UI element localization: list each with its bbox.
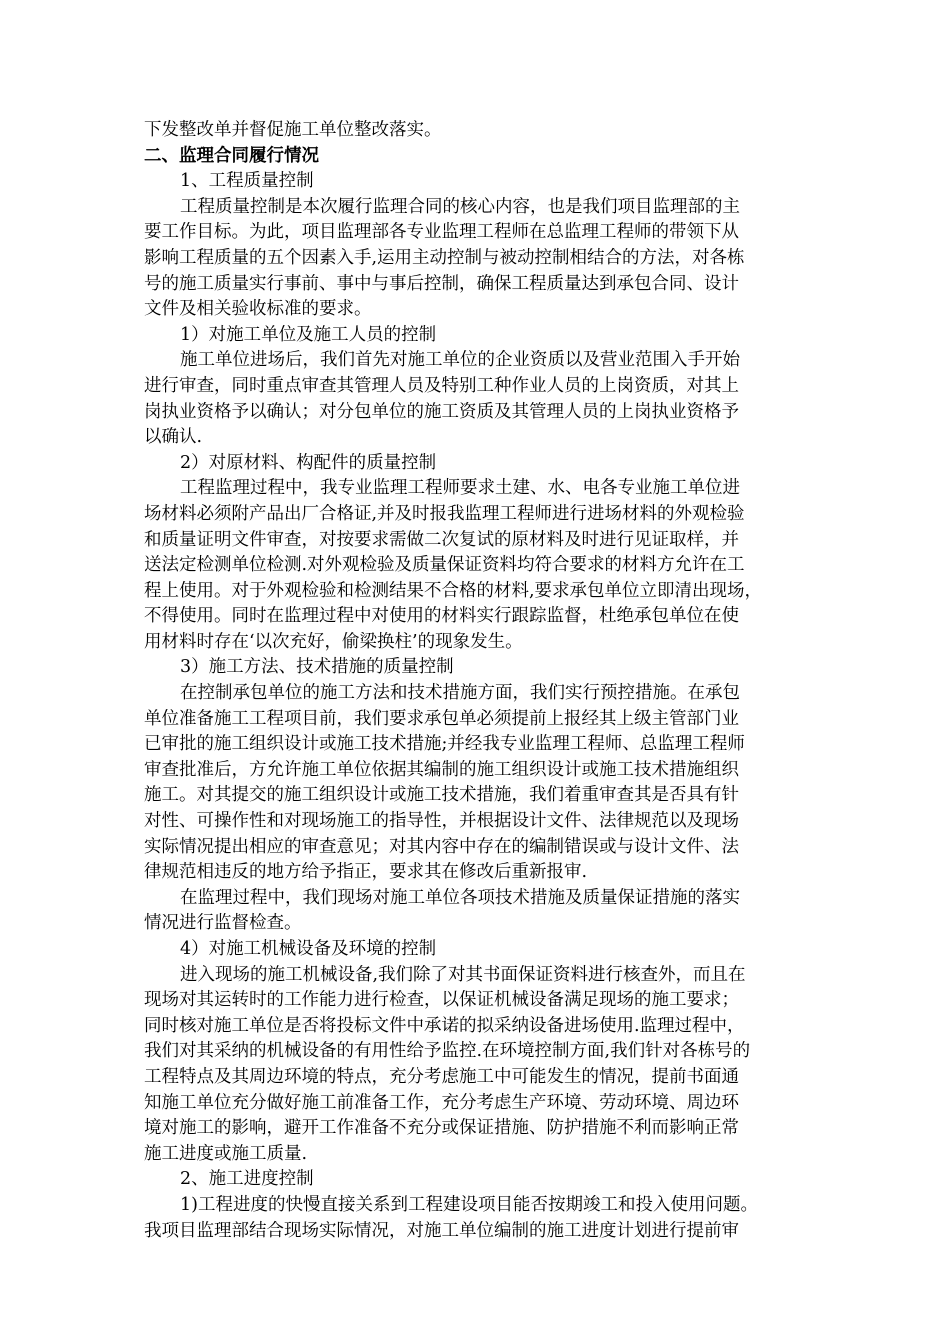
text-line: 用材料时存在‘以次充好，偷梁换柱’的现象发生。 <box>144 631 523 652</box>
text-line: 以确认. <box>144 427 203 448</box>
text-line: 1、工程质量控制 <box>180 171 314 192</box>
text-line: 送法定检测单位检测.对外观检验及质量保证资料均符合要求的材料方允许在工 <box>144 555 745 576</box>
text-line: 现场对其运转时的工作能力进行检查，以保证机械设备满足现场的施工要求； <box>144 990 739 1011</box>
text-line: 审查批准后，方允许施工单位依据其编制的施工组织设计或施工技术措施组织 <box>144 759 739 780</box>
text-line: 工程质量控制是本次履行监理合同的核心内容，也是我们项目监理部的主 <box>180 196 740 217</box>
text-line: 已审批的施工组织设计或施工技术措施;并经我专业监理工程师、总监理工程师 <box>144 734 745 755</box>
text-line: 工程特点及其周边环境的特点，充分考虑施工中可能发生的情况，提前书面通 <box>144 1066 739 1087</box>
text-line: 2）对原材料、构配件的质量控制 <box>180 452 437 473</box>
text-line: 3）施工方法、技术措施的质量控制 <box>180 657 454 678</box>
text-line: 在监理过程中，我们现场对施工单位各项技术措施及质量保证措施的落实 <box>180 887 740 908</box>
text-line: 文件及相关验收标准的要求。 <box>144 299 372 320</box>
text-line: 工程监理过程中，我专业监理工程师要求土建、水、电各专业施工单位进 <box>180 478 740 499</box>
text-line: 律规范相违反的地方给予指正，要求其在修改后重新报审. <box>144 862 588 883</box>
text-line: 1）对施工单位及施工人员的控制 <box>180 324 437 345</box>
text-line: 场材料必须附产品出厂合格证,并及时报我监理工程师进行进场材料的外观检验 <box>144 503 745 524</box>
text-line: 号的施工质量实行事前、事中与事后控制，确保工程质量达到承包合同、设计 <box>144 273 739 294</box>
section-heading: 二、监理合同履行情况 <box>144 145 319 166</box>
text-line: 情况进行监督检查。 <box>144 913 302 934</box>
text-line: 1)工程进度的快慢直接关系到工程建设项目能否按期竣工和投入使用问题。 <box>180 1194 758 1215</box>
text-line: 2、施工进度控制 <box>180 1169 314 1190</box>
text-line: 和质量证明文件审查，对按要求需做二次复试的原材料及时进行见证取样，并 <box>144 529 739 550</box>
text-line: 单位准备施工工程项目前，我们要求承包单必须提前上报经其上级主管部门业 <box>144 708 739 729</box>
text-line: 岗执业资格予以确认；对分包单位的施工资质及其管理人员的上岗执业资格予 <box>144 401 739 422</box>
text-line: 施工。对其提交的施工组织设计或施工技术措施，我们着重审查其是否具有针 <box>144 785 739 806</box>
text-line: 实际情况提出相应的审查意见；对其内容中存在的编制错误或与设计文件、法 <box>144 836 739 857</box>
text-line: 影响工程质量的五个因素入手,运用主动控制与被动控制相结合的方法，对各栋 <box>144 247 745 268</box>
text-line: 程上使用。对于外观检验和检测结果不合格的材料,要求承包单位立即清出现场， <box>144 580 763 601</box>
text-line: 进入现场的施工机械设备,我们除了对其书面保证资料进行核查外，而且在 <box>180 964 746 985</box>
text-line: 要工作目标。为此，项目监理部各专业监理工程师在总监理工程师的带领下从 <box>144 222 739 243</box>
text-line: 下发整改单并督促施工单位整改落实。 <box>144 120 442 140</box>
text-line: 在控制承包单位的施工方法和技术措施方面，我们实行预控措施。在承包 <box>180 683 740 704</box>
text-line: 进行审查，同时重点审查其管理人员及特别工种作业人员的上岗资质，对其上 <box>144 375 739 396</box>
text-line: 施工进度或施工质量. <box>144 1143 308 1164</box>
text-line: 施工单位进场后，我们首先对施工单位的企业资质以及营业范围入手开始 <box>180 350 740 371</box>
text-line: 我们对其采纳的机械设备的有用性给予监控.在环境控制方面,我们针对各栋号的 <box>144 1041 751 1062</box>
text-line: 知施工单位充分做好施工前准备工作，充分考虑生产环境、劳动环境、周边环 <box>144 1092 739 1113</box>
text-line: 对性、可操作性和对现场施工的指导性，并根据设计文件、法律规范以及现场 <box>144 811 739 832</box>
text-line: 我项目监理部结合现场实际情况，对施工单位编制的施工进度计划进行提前审 <box>144 1220 739 1241</box>
text-line: 4）对施工机械设备及环境的控制 <box>180 939 437 959</box>
text-line: 不得使用。同时在监理过程中对使用的材料实行跟踪监督，杜绝承包单位在使 <box>144 606 739 627</box>
text-line: 境对施工的影响，避开工作准备不充分或保证措施、防护措施不利而影响正常 <box>144 1118 739 1139</box>
document-body <box>144 118 834 1244</box>
text-line: 同时核对施工单位是否将投标文件中承诺的拟采纳设备进场使用.监理过程中， <box>144 1015 745 1036</box>
